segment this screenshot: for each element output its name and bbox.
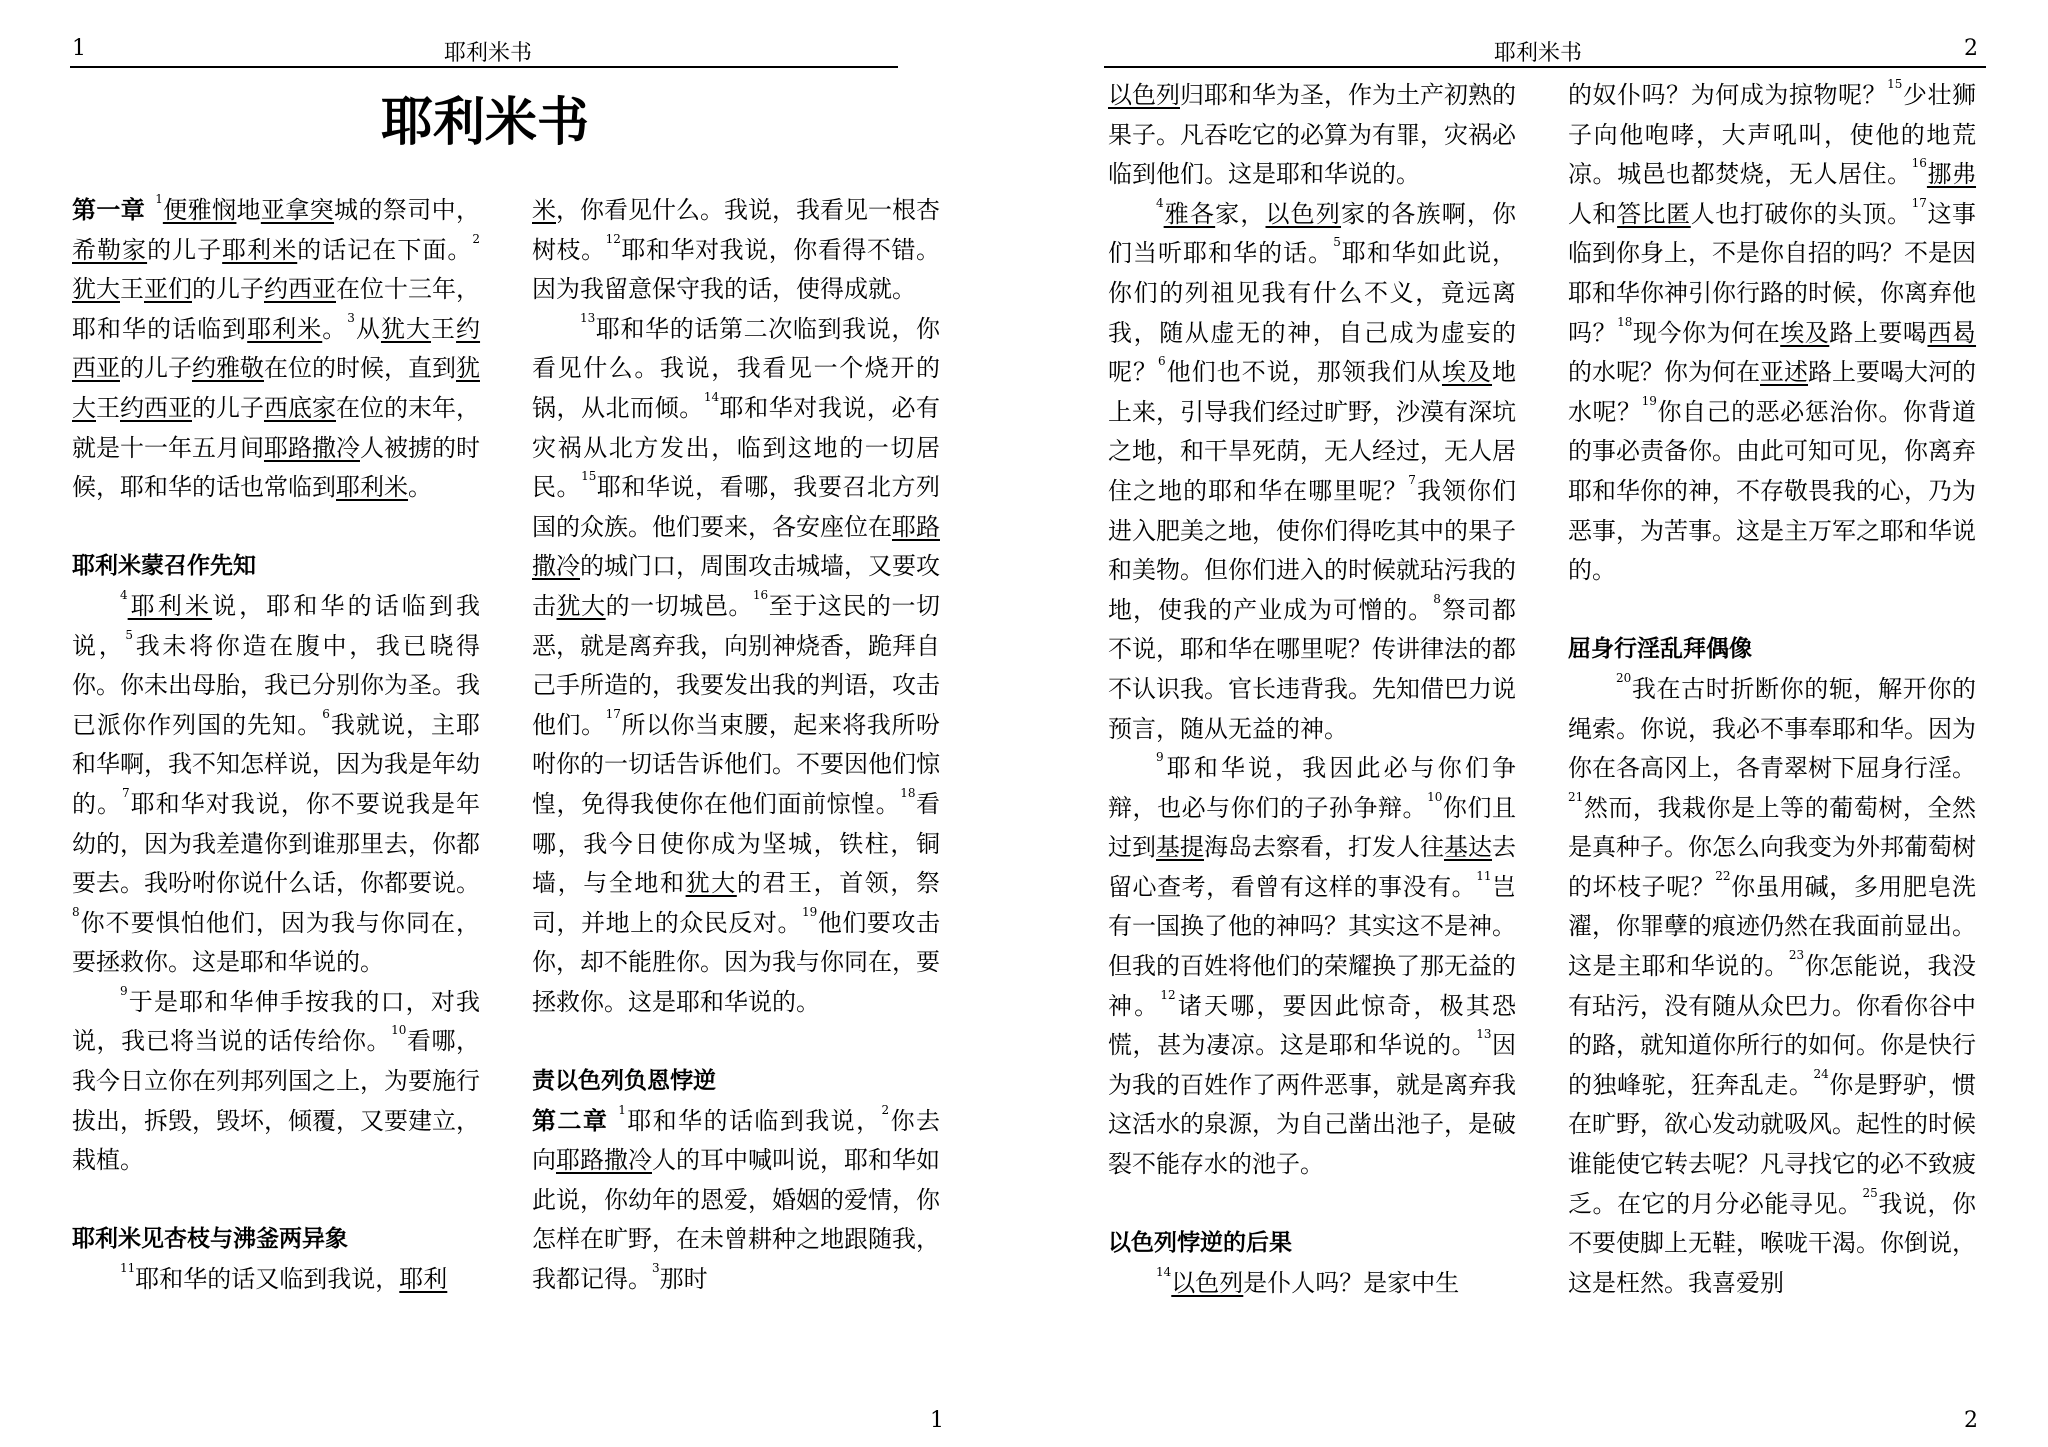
place-name: 埃及: [1441, 358, 1493, 387]
page-2: [1024, 0, 2048, 1447]
paragraph-ch2-v3: [1108, 76, 1516, 195]
verse-number: 19: [802, 904, 818, 919]
verse-number: 10: [391, 1023, 407, 1038]
place-name: 犹大: [556, 591, 606, 620]
place-name: 犹大: [685, 869, 737, 898]
place-name: 西曷: [1927, 318, 1977, 347]
chapter-label: 第一章: [72, 196, 146, 224]
verse-text: 家，: [1215, 199, 1266, 228]
verse-text: 祭司都不说，耶和华在哪里呢？传讲律法的都不认识我。官长违背我。先知借巴力说预言，随从无益的神。: [1108, 595, 1517, 743]
verse-text: 至于这民的一切恶，就是离弃我，向别神烧香，跪拜自己手所造的，我要发出我的判语，攻击他们。: [532, 591, 941, 739]
verse-text: 你是野驴，惯在旷野，欲心发动就吸风。起性的时候谁能使它转去呢？凡寻找它的必不致疲乏。在它的月分必能寻见。: [1568, 1070, 1977, 1218]
paragraph-ch1-v13-19: [532, 310, 940, 1023]
verse-text: 王: [120, 275, 144, 304]
person-name: 约雅敬: [192, 354, 264, 383]
verse-text: 人的耳中喊叫说，耶和华如此说，你幼年的恩爱，婚姻的爱情，你怎样在旷野，在未曾耕种之地跟随我，我都记得。: [532, 1146, 940, 1294]
place-name: 挪弗: [1926, 160, 1977, 189]
place-name: 以色列: [1171, 1268, 1244, 1297]
verse-number: 18: [900, 785, 916, 800]
verse-number: 7: [122, 785, 130, 800]
verse-text: 他们也不说，那领我们从: [1165, 358, 1442, 387]
verse-text: 于是耶和华伸手按我的口，对我说，我已将当说的话传给你。: [72, 987, 480, 1056]
paragraph-ch2-v4-8: [1108, 195, 1516, 749]
section-heading: 屈身行淫乱拜偶像: [1568, 636, 1752, 663]
verse-text: 在位的时候，直到: [264, 354, 456, 383]
place-name: 埃及: [1780, 318, 1830, 347]
verse-text: 在位十三年，耶和华的话临到: [72, 275, 480, 343]
spacer: [72, 508, 480, 548]
verse-text: 家的各族啊，你们当听耶和华的话。: [1108, 199, 1517, 268]
verse-number: 2: [472, 231, 481, 246]
paragraph-ch2-v9-13: [1108, 749, 1516, 1185]
verse-text: 因为我的百姓作了两件恶事，就是离弃我这活水的泉源，为自己凿出池子，是破裂不能存水的池子。: [1108, 1031, 1517, 1179]
verse-number: 12: [605, 231, 621, 246]
place-name: 以色列: [1108, 81, 1180, 109]
verse-number: 5: [1333, 235, 1341, 250]
verse-text: 你怎能说，我没有玷污，没有随从众巴力。你看你谷中的路，就知道你所行的如何。你是快行的独峰驼，狂奔乱走。: [1568, 952, 1977, 1099]
verse-text: 路上要喝: [1829, 318, 1928, 347]
place-name: 以色列: [1265, 199, 1342, 228]
paragraph-ch1-v4-8: [72, 587, 480, 983]
place-name: 耶路撒冷: [264, 433, 360, 462]
verse-number: 11: [120, 1261, 136, 1276]
header-page-number: 1: [72, 36, 86, 61]
verse-number: 25: [1862, 1185, 1878, 1200]
header-title: 耶利米书: [444, 41, 533, 66]
verse-number: 12: [1160, 987, 1176, 1002]
verse-text: 耶和华说，看哪，我要召北方列国的众族。他们要来，各安座位在: [532, 473, 941, 541]
place-name: 犹大: [72, 275, 120, 304]
verse-text: 王: [96, 393, 120, 422]
person-name: 约西亚: [72, 314, 481, 383]
person-name: 约西亚: [120, 393, 192, 422]
verse-text: 耶和华的话临到我说，: [625, 1106, 882, 1135]
verse-text: 城的祭司中，: [334, 196, 481, 224]
person-name: 雅各: [1163, 199, 1216, 228]
verse-number: 1: [155, 192, 163, 206]
paragraph-ch2-v14-19: [1568, 76, 1976, 591]
verse-text: 看哪，我今日立你在列邦列国之上，为要施行拔出，拆毁，毁坏，倾覆，又要建立，栽植。: [72, 1027, 481, 1175]
verse-text: 你去向: [532, 1106, 941, 1175]
verse-number: 22: [1715, 868, 1731, 883]
verse-number: 15: [581, 469, 597, 484]
verse-text: 地: [236, 196, 261, 224]
verse-number: 14: [1156, 1264, 1172, 1279]
footer-page-number: 1: [930, 1408, 944, 1433]
verse-text: 路上要喝大河的水呢？: [1568, 358, 1976, 426]
verse-number: 3: [347, 310, 355, 325]
verse-number: 16: [752, 587, 769, 602]
verse-number: 15: [1887, 77, 1903, 91]
verse-number: 13: [580, 310, 596, 325]
place-name: 基提: [1156, 833, 1204, 862]
spacer: [72, 1181, 480, 1221]
section-heading: 责以色列负恩悖逆: [532, 1068, 716, 1095]
person-name: 亚们: [144, 275, 192, 304]
verse-text: 去留心查考，看曾有这样的事没有。: [1108, 833, 1516, 901]
person-name: 耶利米: [336, 473, 408, 502]
verse-number: 4: [1156, 195, 1164, 210]
verse-text: 。: [322, 314, 348, 343]
verse-text: 的一切城邑。: [605, 591, 753, 620]
section-heading: 耶利米蒙召作先知: [72, 553, 256, 580]
verse-number: 6: [322, 706, 330, 721]
person-name: 耶利: [399, 1265, 448, 1294]
verse-number: 16: [1911, 156, 1927, 171]
paragraph-ch2-v14: [1108, 1264, 1516, 1304]
verse-text: 你不要惧怕他们，因为我与你同在，要拯救你。这是耶和华说的。: [72, 908, 480, 977]
place-name: 耶路撒冷: [556, 1146, 652, 1175]
verse-text: 的儿子: [147, 235, 223, 264]
spacer: [1568, 591, 1976, 631]
verse-number: 7: [1408, 472, 1416, 487]
verse-text: 是仆人吗？是家中生: [1243, 1268, 1460, 1297]
footer-page-number: 2: [1964, 1408, 1978, 1433]
verse-text: 地上来，引导我们经过旷野，沙漠有深坑之地，和干旱死荫，无人经过，无人居住之地的耶和华在哪里呢？: [1108, 358, 1517, 505]
text-column-1: [1108, 76, 1516, 1303]
verse-text: 耶和华对我说，你不要说我是年幼的，因为我差遣你到谁那里去，你都要去。我吩咐你说什么话，你都要说。: [72, 789, 481, 898]
verse-number: 10: [1427, 789, 1443, 804]
verse-number: 3: [652, 1261, 660, 1276]
place-name: 犹大: [380, 314, 432, 343]
verse-text: 所以你当束腰，起来将我所吩咐你的一切话告诉他们。不要因他们惊惶，免得我使你在他们面前惊惶。: [532, 710, 941, 818]
verse-number: 17: [605, 706, 621, 721]
verse-text: 我说，你不要使脚上无鞋，喉咙干渴。你倒说，这是枉然。我喜爱别: [1568, 1189, 1977, 1297]
verse-text: 的儿子: [192, 275, 264, 304]
verse-text: 我在古时折断你的轭，解开你的绳索。你说，我必不事奉耶和华。因为你在各高冈上，各青翠树下屈身行淫。: [1568, 674, 1976, 783]
verse-text: 的话记在下面。: [297, 235, 473, 264]
verse-number: 23: [1788, 948, 1805, 963]
verse-text: 少壮狮子向他咆哮，大声吼叫，使他的地荒凉。城邑也都焚烧，无人居住。: [1568, 81, 1977, 189]
verse-number: 18: [1617, 314, 1633, 329]
verse-text: 耶和华如此说，你们的列祖见我有什么不义，竟远离我，随从虚无的神，自己成为虚妄的呢？: [1108, 239, 1517, 387]
person-name: 希勒家: [72, 235, 148, 264]
verse-text: 然而，我栽你是上等的葡萄树，全然是真种子。你怎么向我变为外邦葡萄树的坏枝子呢？: [1568, 793, 1976, 901]
paragraph-ch1-v9-10: [72, 983, 480, 1181]
verse-number: 13: [1476, 1027, 1492, 1042]
verse-number: 2: [881, 1102, 890, 1117]
place-name: 便雅悯: [162, 196, 237, 224]
verse-number: 9: [1156, 750, 1164, 765]
place-name: 耶路撒冷: [532, 512, 940, 581]
verse-text: 诸天哪，要因此惊奇，极其恐慌，甚为凄凉。这是耶和华说的。: [1108, 991, 1517, 1060]
verse-text: 那时: [659, 1265, 708, 1294]
verse-text: 的儿子: [120, 354, 192, 383]
place-name: 基达: [1444, 833, 1492, 862]
text-column-1: [72, 191, 480, 1300]
verse-text: 耶和华的话又临到我说，: [135, 1265, 400, 1294]
person-name: 米: [532, 196, 556, 224]
verse-number: 20: [1616, 670, 1632, 685]
verse-text: 的奴仆吗？为何成为掠物呢？: [1568, 81, 1888, 109]
verse-number: 14: [703, 389, 720, 404]
verse-text: 。: [408, 473, 432, 502]
spacer: [1108, 1185, 1516, 1225]
verse-text: 耶和华说，我因此必与你们争辩，也必与你们的子孙争辩。: [1108, 754, 1516, 822]
verse-text: 耶和华的话第二次临到我说，你看见什么。我说，我看见一个烧开的锅，从北而倾。: [532, 314, 940, 422]
verse-text: 的儿子: [192, 393, 264, 422]
verse-number: 21: [1568, 789, 1584, 804]
person-name: 西底家: [264, 393, 336, 422]
verse-text: 从: [354, 314, 381, 343]
person-name: 耶利米: [247, 314, 323, 343]
verse-number: 1: [618, 1102, 626, 1117]
section-heading: 以色列悖逆的后果: [1108, 1230, 1292, 1257]
verse-text: 的城门口，周围攻击城墙，又要攻击: [532, 552, 940, 620]
verse-text: 王: [431, 314, 457, 343]
verse-text: 耶和华对我说，必有灾祸从北方发出，临到这地的一切居民。: [532, 393, 941, 502]
verse-number: 4: [120, 587, 128, 602]
verse-number: 6: [1158, 354, 1166, 369]
verse-number: 19: [1641, 393, 1657, 408]
verse-text: 你自己的恶必惩治你。你背道的事必责备你。由此可知可见，你离弃耶和华你的神，不存敬畏我的心，乃为恶事，为苦事。这是主万军之耶和华说的。: [1568, 397, 1977, 585]
verse-number: 8: [1433, 591, 1441, 606]
verse-text: ，你看见什么。我说，我看见一根杏树枝。: [532, 196, 940, 264]
verse-text: 看哪，我今日使你成为坚城，铁柱，铜墙，与全地和: [532, 789, 941, 898]
paragraph-ch2-v20-25: [1568, 670, 1976, 1304]
verse-text: 你们且过到: [1108, 793, 1517, 862]
place-name: 亚拿突: [260, 196, 335, 224]
verse-text: 他们要攻击你，却不能胜你。因为我与你同在，要拯救你。这是耶和华说的。: [532, 908, 941, 1016]
chapter-label: 第二章: [532, 1106, 609, 1135]
verse-text: 的水呢？你为何在: [1568, 358, 1760, 387]
place-name: 亚述: [1760, 358, 1808, 387]
verse-text: 岂有一国换了他的神吗？其实这不是神。但我的百姓将他们的荣耀换了那无益的神。: [1108, 872, 1517, 1020]
verse-text: 人被掳的时候，耶和华的话也常临到: [72, 433, 480, 502]
person-name: 耶利米: [222, 235, 298, 264]
header-title: 耶利米书: [1494, 41, 1583, 66]
verse-text: 你虽用碱，多用肥皂洗濯，你罪孽的痕迹仍然在我面前显出。这是主耶和华说的。: [1568, 872, 1977, 981]
header-rule: [1104, 66, 1986, 68]
header-page-number: 2: [1964, 36, 1978, 61]
verse-text: 的君王，首领，祭司，并地上的众民反对。: [532, 869, 941, 937]
verse-text: 耶和华对我说，你看得不错。因为我留意保守我的话，使得成就。: [532, 235, 941, 304]
verse-number: 17: [1911, 195, 1927, 210]
verse-text: 说，耶和华的话临到我说，: [72, 591, 481, 660]
text-column-2: [532, 191, 940, 1300]
section-heading: 耶利米见杏枝与沸釜两异象: [72, 1226, 348, 1253]
paragraph-ch1-v11: [72, 1260, 480, 1300]
verse-text: 人也打破你的头顶。: [1690, 199, 1912, 228]
verse-text: 海岛去察看，打发人往: [1204, 833, 1444, 862]
text-column-2: [1568, 76, 1976, 1303]
place-name: 犹大: [72, 354, 480, 422]
verse-number: 24: [1813, 1066, 1829, 1081]
book-title: 耶利米书: [380, 93, 589, 153]
person-name: 约西亚: [264, 275, 336, 304]
verse-text: 我就说，主耶和华啊，我不知怎样说，因为我是年幼的。: [72, 710, 481, 818]
verse-number: 5: [125, 627, 134, 642]
verse-text: 这事临到你身上，不是你自招的吗？不是因耶和华你神引你行路的时候，你离弃他吗？: [1568, 199, 1977, 347]
verse-text: 我领你们进入肥美之地，使你们得吃其中的果子和美物。但你们进入的时候就玷污我的地，使我的产业成为可憎的。: [1108, 476, 1517, 624]
verse-text: 在位的末年，就是十一年五月间: [72, 393, 480, 462]
verse-text: 现今你为何在: [1632, 318, 1781, 347]
verse-text: 归耶和华为圣，作为土产初熟的果子。凡吞吃它的必算为有罪，灾祸必临到他们。这是耶和华说的。: [1108, 81, 1516, 189]
paragraph-ch1-v1-3: [72, 191, 480, 508]
verse-number: 9: [120, 983, 128, 998]
paragraph-ch1-v11-12: [532, 191, 940, 310]
verse-number: 11: [1476, 868, 1492, 883]
paragraph-ch2-v1-3: [532, 1102, 940, 1300]
spacer: [532, 1022, 940, 1062]
verse-number: 8: [72, 904, 80, 919]
person-name: 耶利米: [127, 591, 213, 620]
verse-text: 人和: [1568, 199, 1618, 228]
place-name: 答比匿: [1617, 199, 1691, 228]
verse-text: 我未将你造在腹中，我已晓得你。你未出母胎，我已分别你为圣。我已派你作列国的先知。: [72, 631, 481, 739]
header-rule: [70, 66, 898, 68]
